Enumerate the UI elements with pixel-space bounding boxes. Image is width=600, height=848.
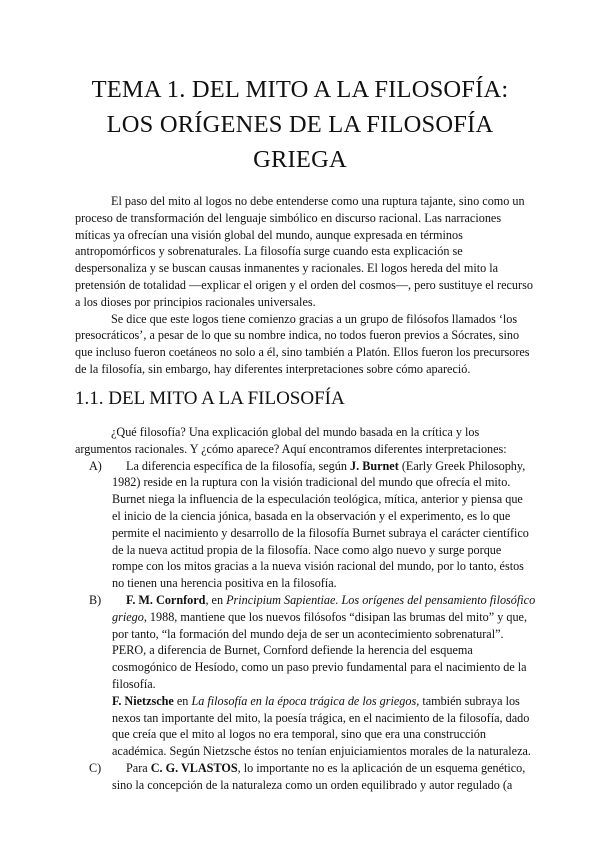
text-line: a los dioses por principios racionales universales. xyxy=(75,294,316,309)
text-line xyxy=(75,760,525,777)
text-line: despersonaliza y se buscan causas inmanentes y racionales. El logos hereda del mito la xyxy=(75,261,499,276)
text-line: argumentos racionales. Y ¿cómo aparece? Aquí encontramos diferentes interpretaciones: xyxy=(75,441,507,456)
text-line: nexos tan importante del mito, la poesía trágica, en el nacimiento de la filosofía, dado xyxy=(112,710,530,725)
list-marker: B) xyxy=(89,592,102,607)
text-run: , lo importante no es la aplicación de un esquema genético, xyxy=(237,760,526,775)
text-line: permite el nacimiento y desarrollo de la filosofía Burnet subraya el carácter científico xyxy=(112,525,529,540)
text-line: no tienen una herencia positiva en la filosofía. xyxy=(112,576,337,591)
text-line xyxy=(75,693,525,710)
text-line: proceso de transformación del lenguaje simbólico en discurso racional. Las narraciones xyxy=(75,210,502,225)
text-line: sino la concepción de la naturaleza como un orden equilibrado y autor regulado (a xyxy=(112,777,513,792)
list-item-a xyxy=(75,458,529,592)
text-line: de la filosofía, sin embargo, hay diferentes interpretaciones sobre cómo apareció. xyxy=(75,361,471,376)
text-line xyxy=(75,458,525,475)
author-name: C. G. VLASTOS xyxy=(150,760,238,775)
text-run: en xyxy=(173,693,192,708)
text-line: El paso del mito al logos no debe entenderse como una ruptura tajante, sino como un xyxy=(111,194,525,208)
list-item-c xyxy=(75,760,525,794)
intro-section xyxy=(75,193,533,378)
text-line: ¿Qué filosofía? Una explicación global del mundo basada en la crítica y los xyxy=(111,425,480,439)
text-run: , 1988, mantiene que los nuevos filósofos “disipan las brumas del mito” y que, xyxy=(143,609,527,624)
book-title: griego xyxy=(112,609,144,624)
text-line xyxy=(75,592,536,609)
text-line: por tanto, “la formación del mundo deja de ser un acontecimiento sobrenatural”. xyxy=(112,626,504,641)
text-line: Se dice que este logos tiene comienzo gracias a un grupo de filósofos llamados ‘los xyxy=(111,311,518,326)
author-name: F. Nietzsche xyxy=(112,693,174,708)
text-line: míticas ya ofrecían una visión global del mundo, aunque expresada en términos xyxy=(75,227,463,242)
text-run: , también subraya los xyxy=(416,693,520,708)
intro-paragraph-2 xyxy=(75,311,530,378)
text-line: que creía que el mito al logos no era temporal, sino que era una construcción xyxy=(112,727,486,742)
list-marker: C) xyxy=(89,760,102,775)
list-item-b xyxy=(75,592,536,760)
author-name: F. M. Cornford xyxy=(126,592,206,607)
text-run: (Early Greek Philosophy, xyxy=(398,458,526,473)
text-line: filosofía. xyxy=(112,676,156,691)
text-line: que incluso fueron coetáneos no solo a él, sino también a Platón. Ellos fueron los precursores xyxy=(75,345,530,360)
book-title: Principium Sapientiae. Los orígenes del pensamiento filosófico xyxy=(226,592,536,607)
text-line: presocráticos’, a pesar de lo que su nombre indica, no todos fueron previos a Sócrates, sino xyxy=(75,328,520,343)
title-line: TEMA 1. DEL MITO A LA FILOSOFÍA: xyxy=(91,76,509,103)
section-body xyxy=(75,424,536,794)
text-line: cosmogónico de Hesíodo, como un paso previo fundamental para el nacimiento de la xyxy=(112,660,527,675)
text-line: PERO, a diferencia de Burnet, Cornford defiende la herencia del esquema xyxy=(112,643,473,658)
title-line: GRIEGA xyxy=(253,146,347,173)
text-line: el inicio de la ciencia jónica, basada en la observación y el experimento, es lo que xyxy=(112,508,511,523)
book-title: La filosofía en la época trágica de los griegos xyxy=(191,693,417,708)
intro-paragraph-1 xyxy=(75,193,533,311)
text-line: antropomórficos y sobrenaturales. La filosofía surge cuando esta explicación se xyxy=(75,244,463,259)
author-name: J. Burnet xyxy=(350,458,399,473)
text-run: , en xyxy=(205,592,227,607)
text-line: Burnet niega la influencia de la especulación teológica, mítica, anterior y piensa que xyxy=(112,492,523,507)
text-line: académica. Según Nietzsche éstos no tenían enjuiciamientos morales de la naturaleza. xyxy=(112,744,531,759)
section-heading: 1.1. DEL MITO A LA FILOSOFÍA xyxy=(75,388,345,409)
title-line: LOS ORÍGENES DE LA FILOSOFÍA xyxy=(106,111,494,138)
list-marker: A) xyxy=(89,458,102,473)
text-line xyxy=(75,609,525,626)
text-run: Para xyxy=(126,760,151,775)
document-title xyxy=(60,72,540,177)
text-line: rompe con los mitos gracias a la nueva visión racional del mundo, por lo tanto, éstos xyxy=(112,559,524,574)
text-run: La diferencia específica de la filosofía, según xyxy=(126,458,351,473)
text-line: de la nueva actitud propia de la filosofía. Nace como algo nuevo y surge porque xyxy=(112,542,502,557)
section-lead xyxy=(75,424,525,458)
text-line: pretensión de totalidad —explicar el origen y el orden del cosmos—, pero sustituye el recurso xyxy=(75,277,533,292)
text-line: 1982) reside en la ruptura con la visión tradicional del mundo que ofrecía el mito. xyxy=(112,475,511,490)
